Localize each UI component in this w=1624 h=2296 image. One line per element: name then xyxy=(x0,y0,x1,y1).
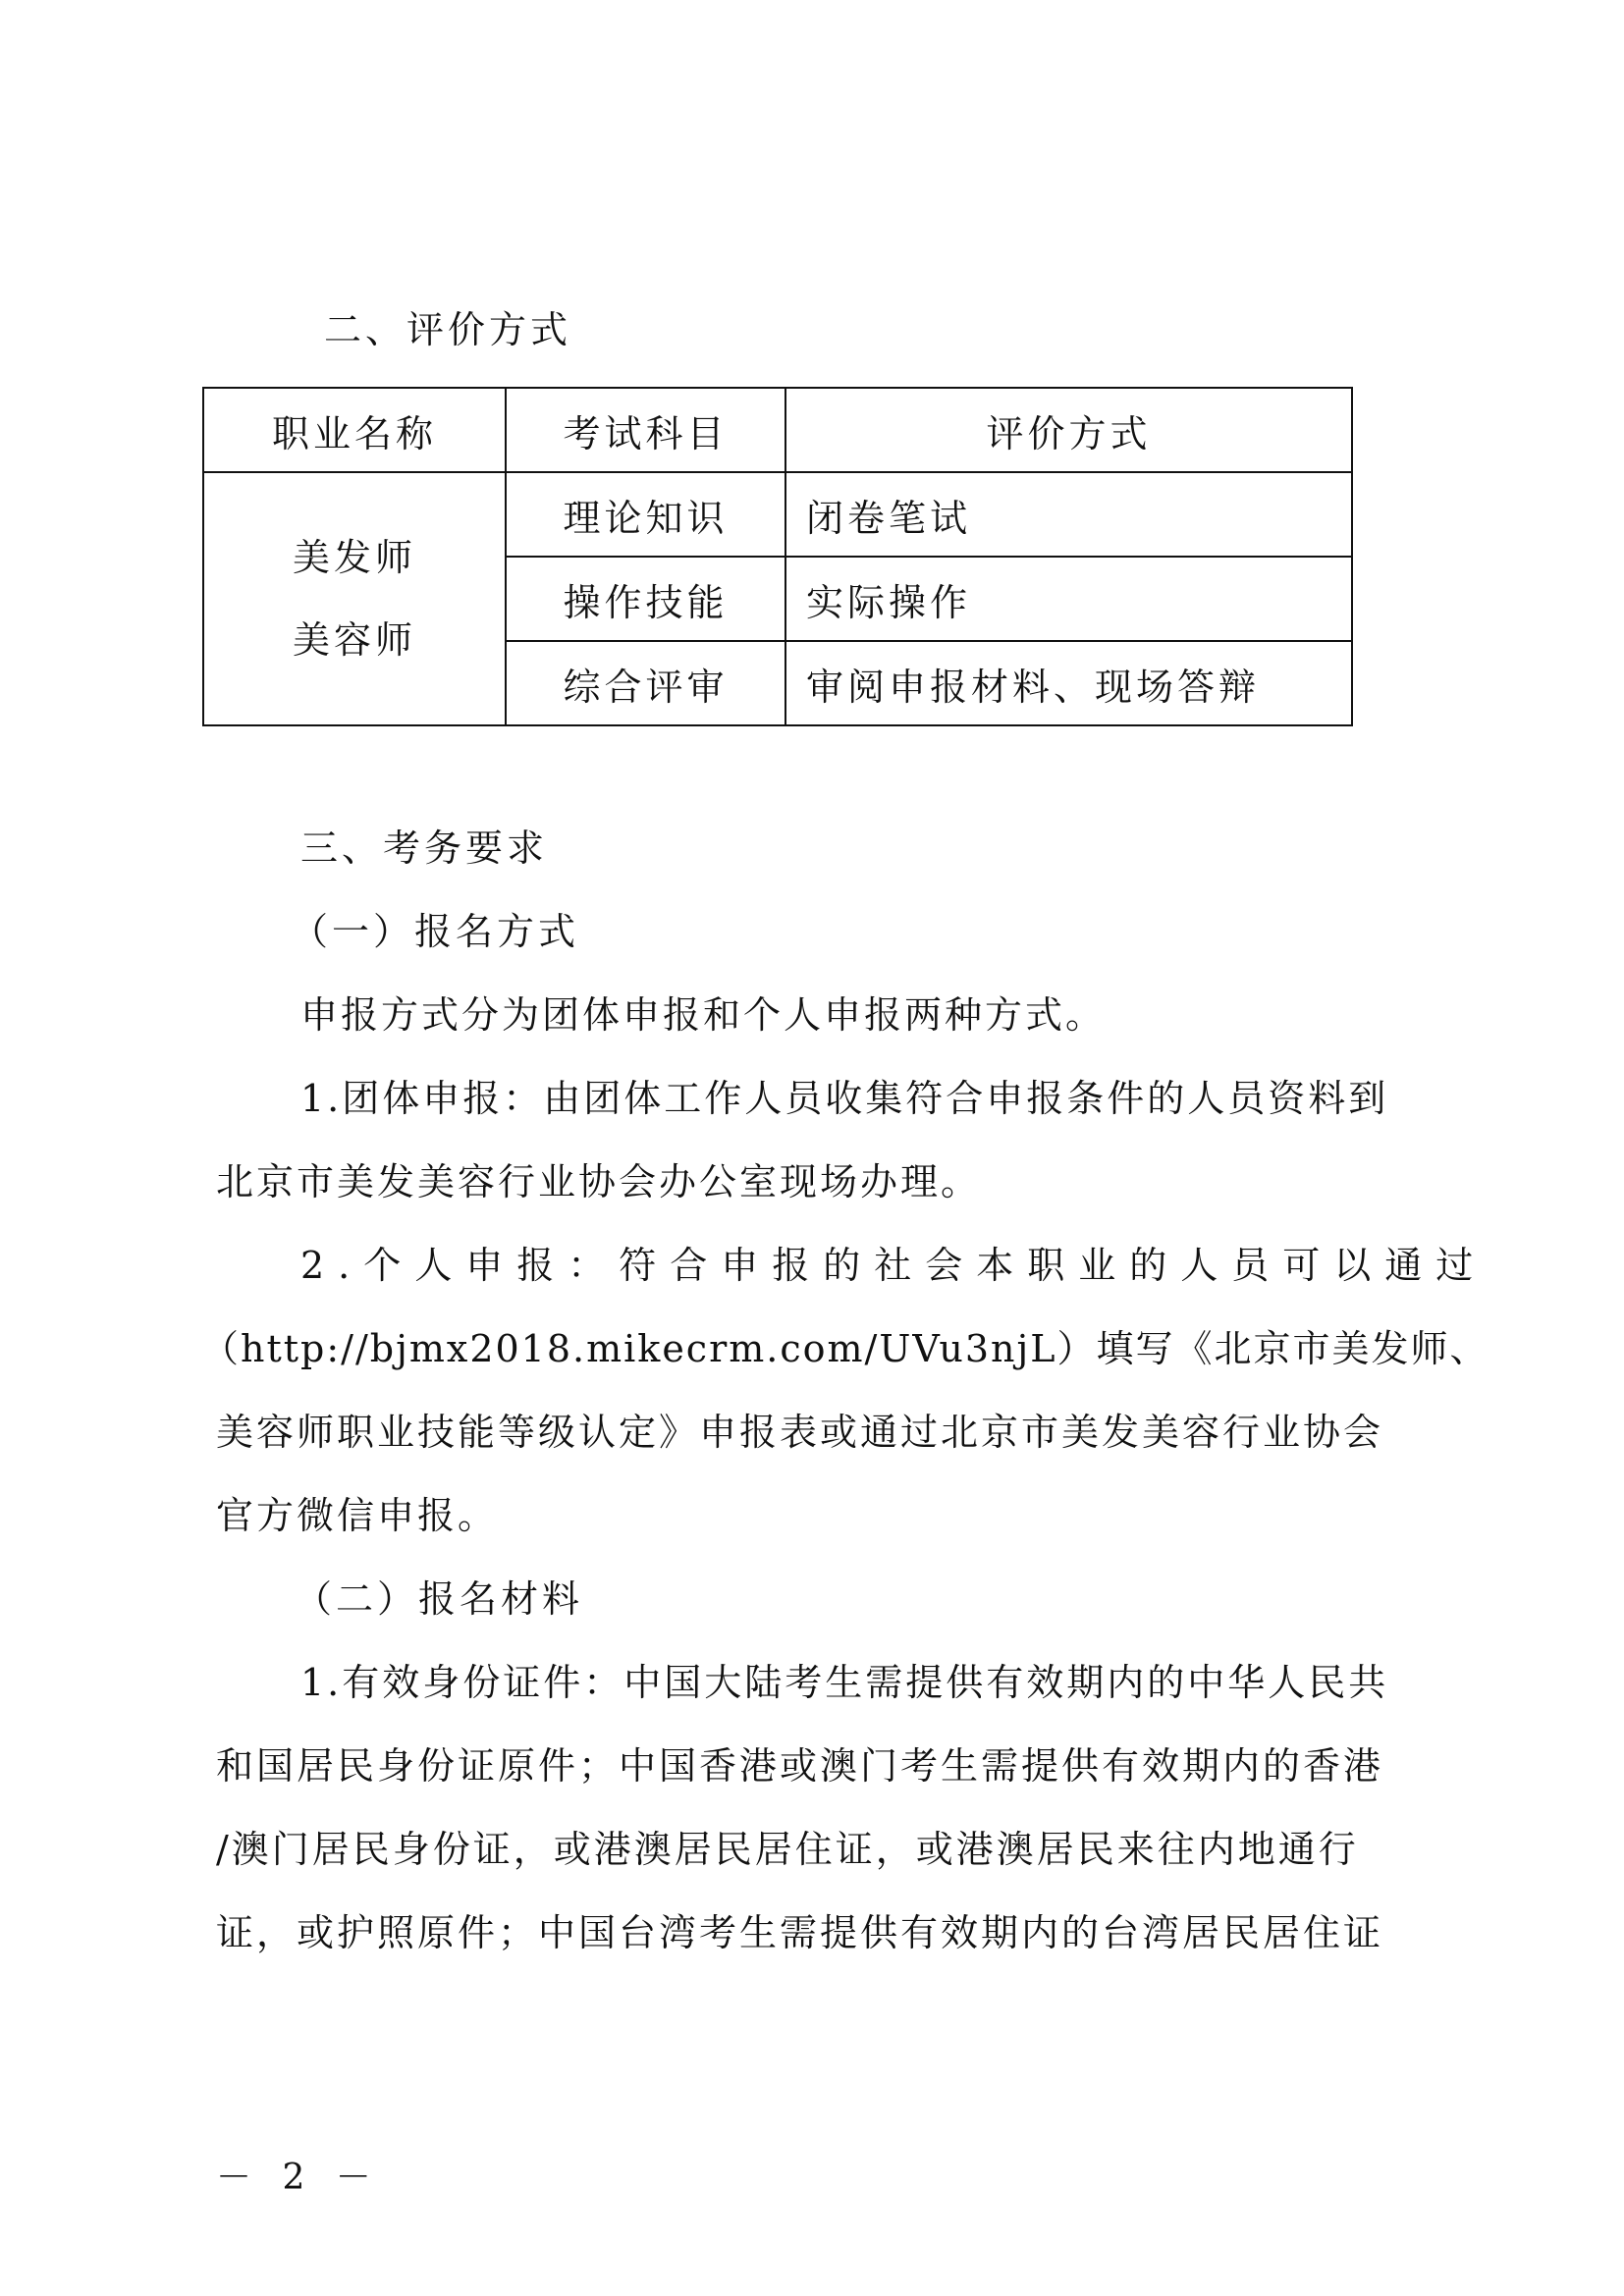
method-cell: 审阅申报材料、现场答辩 xyxy=(785,641,1352,725)
table-header-occupation: 职业名称 xyxy=(203,388,506,472)
section-heading-exam-requirements: 三、考务要求 xyxy=(300,827,549,870)
paragraph-individual-registration-line4: 官方微信申报。 xyxy=(216,1494,499,1537)
paragraph-individual-registration-line1: 2.个人申报：符合申报的社会本职业的人员可以通过 xyxy=(300,1244,1488,1287)
occupation-cell xyxy=(203,472,506,725)
table-header-row xyxy=(203,388,1352,472)
evaluation-table xyxy=(202,387,1353,726)
subsection-heading-registration-method: （一）报名方式 xyxy=(291,910,580,953)
paragraph-group-registration-line1 xyxy=(300,1075,1430,1122)
paragraph-text: 1.团体申报：由团体工作人员收集符合申报条件的人员资料到 xyxy=(300,1077,1389,1120)
table-header-method: 评价方式 xyxy=(785,388,1352,472)
paragraph-id-documents-line1: 1.有效身份证件：中国大陆考生需提供有效期内的中华人民共 xyxy=(300,1661,1389,1704)
subject-cell: 理论知识 xyxy=(506,472,785,557)
paragraph-individual-registration-line2: （http://bjmx2018.mikecrm.com/UVu3njL）填写《北京市美发师、 xyxy=(201,1327,1489,1370)
paragraph-id-documents-line2: 和国居民身份证原件；中国香港或澳门考生需提供有效期内的香港 xyxy=(216,1744,1384,1788)
paragraph-group-registration-line2: 北京市美发美容行业协会办公室现场办理。 xyxy=(216,1160,982,1203)
paragraph-id-documents-line3: /澳门居民身份证，或港澳居民居住证，或港澳居民来往内地通行 xyxy=(216,1828,1359,1871)
method-cell: 闭卷笔试 xyxy=(785,472,1352,557)
paragraph-id-documents-line4: 证，或护照原件；中国台湾考生需提供有效期内的台湾居民居住证 xyxy=(216,1911,1384,1954)
page-number: － 2 － xyxy=(216,2158,381,2198)
occupation-hairdresser: 美发师 xyxy=(292,536,416,579)
occupation-beautician: 美容师 xyxy=(292,618,416,662)
paragraph-registration-intro: 申报方式分为团体申报和个人申报两种方式。 xyxy=(300,993,1107,1037)
table-row xyxy=(203,472,1352,557)
subsection-heading-registration-materials: （二）报名材料 xyxy=(295,1577,584,1621)
subject-cell: 操作技能 xyxy=(506,557,785,641)
method-cell: 实际操作 xyxy=(785,557,1352,641)
table-header-subject: 考试科目 xyxy=(506,388,785,472)
section-heading-evaluation-method: 二、评价方式 xyxy=(324,308,572,351)
subject-cell: 综合评审 xyxy=(506,641,785,725)
paragraph-individual-registration-line3: 美容师职业技能等级认定》申报表或通过北京市美发美容行业协会 xyxy=(216,1411,1384,1454)
